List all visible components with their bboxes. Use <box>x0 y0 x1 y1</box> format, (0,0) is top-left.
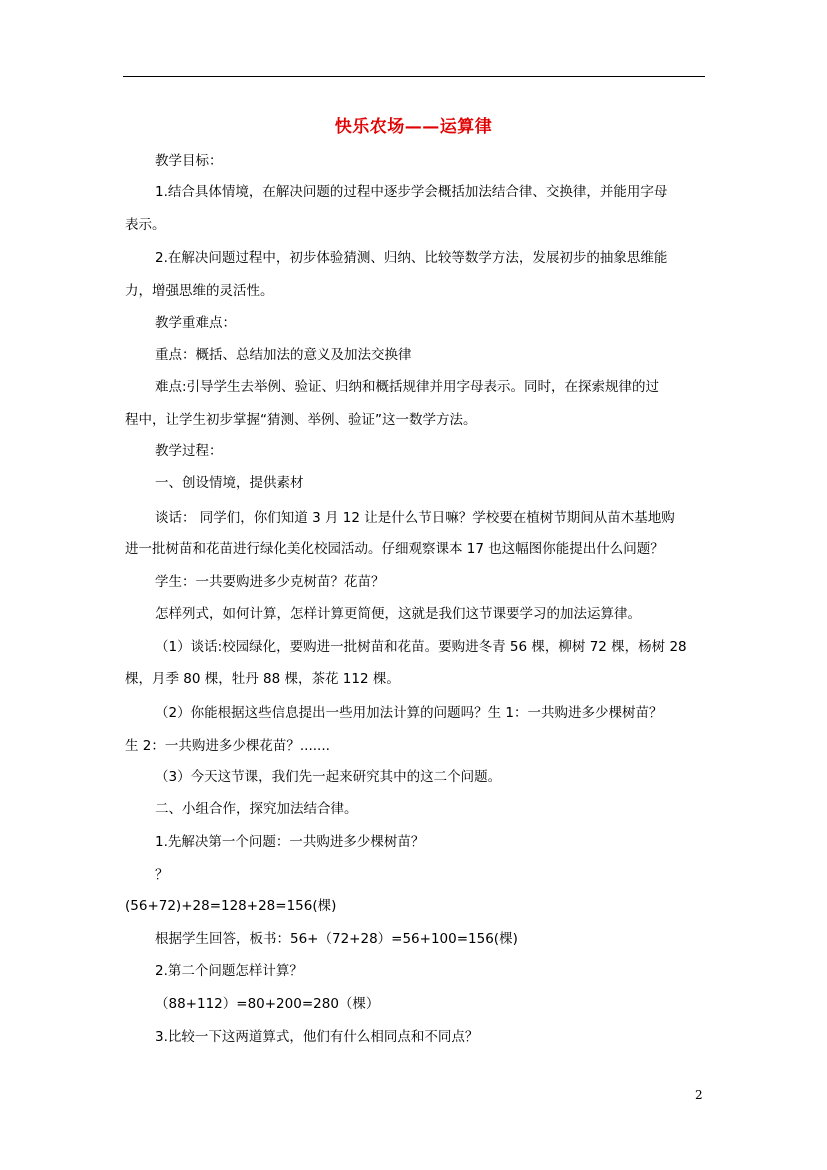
text-line: (56+72)+28=128+28=156(棵) <box>125 898 337 914</box>
text-line: 1.先解决第一个问题：一共购进多少棵树苗？ <box>155 834 425 850</box>
text-line: 教学过程： <box>155 443 223 459</box>
header-rule <box>123 76 705 77</box>
text-line: 棵，月季 80 棵，牡丹 88 棵，茶花 112 棵。 <box>125 671 400 687</box>
text-line: 教学目标： <box>155 153 223 169</box>
text-line: 一、创设情境，提供素材 <box>155 475 304 491</box>
text-line: 进一批树苗和花苗进行绿化美化校园活动。仔细观察课本 17 也这幅图你能提出什么问题？ <box>125 541 664 557</box>
text-line: 根据学生回答，板书：56+（72+28）=56+100=156(棵) <box>155 931 518 947</box>
text-line: （88+112）=80+200=280（棵） <box>155 996 380 1012</box>
text-line: 2.在解决问题过程中，初步体验猜测、归纳、比较等数学方法，发展初步的抽象思维能 <box>155 250 668 266</box>
text-line: 重点：概括、总结加法的意义及加法交换律 <box>155 347 412 363</box>
document-title: 快乐农场——运算律 <box>334 117 493 137</box>
text-line: 二、小组合作，探究加法结合律。 <box>155 801 358 817</box>
text-line: 怎样列式，如何计算，怎样计算更简便，这就是我们这节课要学习的加法运算律。 <box>155 606 641 622</box>
text-line: 学生：一共要购进多少克树苗？花苗？ <box>155 574 385 590</box>
text-line: 表示。 <box>125 217 166 233</box>
text-line: 1.结合具体情境，在解决问题的过程中逐步学会概括加法结合律、交换律，并能用字母 <box>155 184 668 200</box>
text-line: 力，增强思维的灵活性。 <box>125 283 274 299</box>
text-line: 教学重难点： <box>155 315 236 331</box>
text-line: （2）你能根据这些信息提出一些用加法计算的问题吗？生 1：一共购进多少棵树苗？ <box>155 705 663 721</box>
text-line: （1）谈话:校园绿化，要购进一批树苗和花苗。要购进冬青 56 棵，柳树 72 棵，杨树 28 <box>155 639 687 655</box>
page-number: 2 <box>695 1088 703 1102</box>
text-line: 3.比较一下这两道算式，他们有什么相同点和不同点？ <box>155 1029 479 1045</box>
text-line: 程中，让学生初步掌握“猜测、举例、验证”这一数学方法。 <box>125 412 477 428</box>
text-line: （3）今天这节课，我们先一起来研究其中的这二个问题。 <box>155 769 502 785</box>
text-line: 难点:引导学生去举例、验证、归纳和概括规律并用字母表示。同时，在探索规律的过 <box>155 379 660 395</box>
text-line: 谈话： 同学们，你们知道 3 月 12 让是什么节日嘛？学校要在植树节期间从苗木基地购 <box>155 510 675 526</box>
text-line: 生 2：一共购进多少棵花苗？....... <box>125 738 330 754</box>
text-line: 2.第二个问题怎样计算？ <box>155 963 303 979</box>
text-line: ？ <box>155 867 169 883</box>
